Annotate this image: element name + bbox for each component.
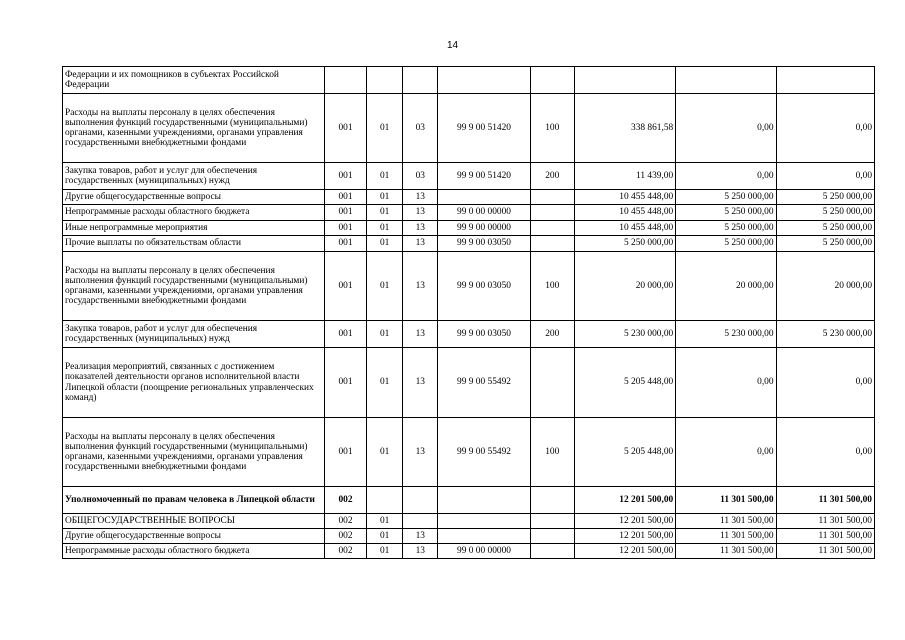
- row-name: Расходы на выплаты персоналу в целях обеспечения выполнения функций государственными (муниципальными) органами, казенными учреждениями, органами управления государственными внебюджетными фондами: [63, 94, 325, 163]
- table-row: [63, 529, 875, 544]
- row-subsection: 13: [403, 418, 438, 487]
- row-sum-3: 11 301 500,00: [776, 487, 874, 514]
- budget-table: [62, 66, 875, 559]
- table-row: [63, 236, 875, 252]
- page-number: 14: [446, 40, 459, 51]
- row-sum-1: 10 455 448,00: [574, 205, 675, 221]
- row-target-article: [438, 67, 530, 94]
- table-row: [63, 418, 875, 487]
- row-section: 01: [367, 529, 403, 544]
- row-section: 01: [367, 190, 403, 205]
- row-subsection: [403, 487, 438, 514]
- row-sum-2: 0,00: [676, 163, 776, 190]
- row-sum-1: 5 230 000,00: [574, 321, 675, 348]
- row-sum-1: 11 439,00: [574, 163, 675, 190]
- row-admin-code: 001: [324, 163, 366, 190]
- row-sum-1: 20 000,00: [574, 252, 675, 321]
- row-admin-code: 002: [324, 487, 366, 514]
- table-body: [63, 67, 875, 559]
- row-subsection: [403, 514, 438, 529]
- row-sum-3: 11 301 500,00: [776, 544, 874, 559]
- row-target-article: [438, 514, 530, 529]
- row-subsection: 13: [403, 252, 438, 321]
- row-admin-code: 002: [324, 514, 366, 529]
- row-sum-1: 12 201 500,00: [574, 544, 675, 559]
- row-sum-3: 11 301 500,00: [776, 529, 874, 544]
- row-sum-3: [776, 67, 874, 94]
- row-target-article: 99 9 00 00000: [438, 221, 530, 236]
- row-section: [367, 67, 403, 94]
- row-target-article: [438, 487, 530, 514]
- row-name: Закупка товаров, работ и услуг для обеспечения государственных (муниципальных) нужд: [63, 321, 325, 348]
- row-sum-1: [574, 67, 675, 94]
- row-name: Непрограммные расходы областного бюджета: [63, 544, 325, 559]
- row-admin-code: 001: [324, 190, 366, 205]
- row-admin-code: 001: [324, 94, 366, 163]
- row-expense-type: [530, 348, 574, 418]
- row-sum-3: 5 230 000,00: [776, 321, 874, 348]
- row-admin-code: 001: [324, 418, 366, 487]
- row-section: 01: [367, 205, 403, 221]
- row-target-article: 99 9 00 03050: [438, 321, 530, 348]
- row-target-article: 99 0 00 00000: [438, 205, 530, 221]
- row-name: Закупка товаров, работ и услуг для обеспечения государственных (муниципальных) нужд: [63, 163, 325, 190]
- row-name: Расходы на выплаты персоналу в целях обеспечения выполнения функций государственными (муниципальными) органами, казенными учреждениями, органами управления государственными внебюджетными фондами: [63, 252, 325, 321]
- row-sum-2: 11 301 500,00: [676, 487, 776, 514]
- row-subsection: 13: [403, 544, 438, 559]
- row-subsection: 13: [403, 236, 438, 252]
- row-section: 01: [367, 252, 403, 321]
- row-sum-3: 11 301 500,00: [776, 514, 874, 529]
- row-sum-1: 338 861,58: [574, 94, 675, 163]
- row-name: Реализация мероприятий, связанных с достижением показателей деятельности органов исполнительной власти Липецкой области (поощрение региональных управленческих команд): [63, 348, 325, 418]
- row-section: 01: [367, 544, 403, 559]
- row-sum-3: 0,00: [776, 348, 874, 418]
- row-sum-2: 5 250 000,00: [676, 205, 776, 221]
- row-target-article: 99 9 00 55492: [438, 348, 530, 418]
- row-section: 01: [367, 321, 403, 348]
- row-sum-3: 0,00: [776, 94, 874, 163]
- row-admin-code: 002: [324, 544, 366, 559]
- row-name: Расходы на выплаты персоналу в целях обеспечения выполнения функций государственными (муниципальными) органами, казенными учреждениями, органами управления государственными внебюджетными фондами: [63, 418, 325, 487]
- row-sum-3: 5 250 000,00: [776, 190, 874, 205]
- table-row: [63, 348, 875, 418]
- row-expense-type: [530, 205, 574, 221]
- row-sum-1: 10 455 448,00: [574, 190, 675, 205]
- row-sum-3: 5 250 000,00: [776, 236, 874, 252]
- row-expense-type: [530, 529, 574, 544]
- row-sum-3: 5 250 000,00: [776, 205, 874, 221]
- row-expense-type: [530, 544, 574, 559]
- row-sum-2: 5 230 000,00: [676, 321, 776, 348]
- row-subsection: 03: [403, 94, 438, 163]
- row-name: ОБЩЕГОСУДАРСТВЕННЫЕ ВОПРОСЫ: [63, 514, 325, 529]
- table-row: [63, 544, 875, 559]
- row-subsection: 03: [403, 163, 438, 190]
- row-sum-2: 5 250 000,00: [676, 190, 776, 205]
- row-admin-code: 001: [324, 221, 366, 236]
- row-sum-1: 12 201 500,00: [574, 487, 675, 514]
- table-row: [63, 487, 875, 514]
- row-name: Федерации и их помощников в субъектах Российской Федерации: [63, 67, 325, 94]
- table-row: [63, 67, 875, 94]
- row-section: 01: [367, 94, 403, 163]
- row-admin-code: 001: [324, 321, 366, 348]
- row-name: Прочие выплаты по обязательствам области: [63, 236, 325, 252]
- row-sum-2: 0,00: [676, 348, 776, 418]
- row-expense-type: 100: [530, 94, 574, 163]
- row-expense-type: 200: [530, 321, 574, 348]
- row-name: Непрограммные расходы областного бюджета: [63, 205, 325, 221]
- row-admin-code: 001: [324, 236, 366, 252]
- row-expense-type: 100: [530, 252, 574, 321]
- row-expense-type: [530, 221, 574, 236]
- table-row: [63, 252, 875, 321]
- row-subsection: 13: [403, 321, 438, 348]
- row-target-article: 99 9 00 03050: [438, 236, 530, 252]
- row-expense-type: [530, 487, 574, 514]
- row-sum-2: 5 250 000,00: [676, 236, 776, 252]
- row-sum-2: 0,00: [676, 94, 776, 163]
- row-section: 01: [367, 163, 403, 190]
- row-section: 01: [367, 348, 403, 418]
- row-expense-type: [530, 190, 574, 205]
- row-sum-1: 12 201 500,00: [574, 514, 675, 529]
- row-admin-code: 001: [324, 205, 366, 221]
- row-subsection: 13: [403, 205, 438, 221]
- row-sum-2: [676, 67, 776, 94]
- row-expense-type: 100: [530, 418, 574, 487]
- row-sum-1: 5 205 448,00: [574, 348, 675, 418]
- table-row: [63, 163, 875, 190]
- row-sum-3: 20 000,00: [776, 252, 874, 321]
- row-subsection: 13: [403, 529, 438, 544]
- row-expense-type: [530, 236, 574, 252]
- row-sum-2: 11 301 500,00: [676, 529, 776, 544]
- table-row: [63, 321, 875, 348]
- row-sum-2: 11 301 500,00: [676, 544, 776, 559]
- row-target-article: 99 9 00 51420: [438, 163, 530, 190]
- row-admin-code: 001: [324, 252, 366, 321]
- row-admin-code: 002: [324, 529, 366, 544]
- row-subsection: [403, 67, 438, 94]
- row-expense-type: [530, 514, 574, 529]
- row-sum-2: 11 301 500,00: [676, 514, 776, 529]
- row-expense-type: 200: [530, 163, 574, 190]
- row-subsection: 13: [403, 348, 438, 418]
- row-name: Другие общегосударственные вопросы: [63, 190, 325, 205]
- row-name: Уполномоченный по правам человека в Липецкой области: [63, 487, 325, 514]
- row-name: Другие общегосударственные вопросы: [63, 529, 325, 544]
- row-target-article: [438, 190, 530, 205]
- row-sum-3: 0,00: [776, 418, 874, 487]
- row-name: Иные непрограммные мероприятия: [63, 221, 325, 236]
- row-subsection: 13: [403, 190, 438, 205]
- row-section: 01: [367, 514, 403, 529]
- row-target-article: 99 9 00 55492: [438, 418, 530, 487]
- row-target-article: 99 9 00 03050: [438, 252, 530, 321]
- row-admin-code: 001: [324, 348, 366, 418]
- row-sum-2: 20 000,00: [676, 252, 776, 321]
- row-sum-1: 12 201 500,00: [574, 529, 675, 544]
- table-row: [63, 221, 875, 236]
- row-section: [367, 487, 403, 514]
- table-row: [63, 205, 875, 221]
- row-target-article: 99 9 00 51420: [438, 94, 530, 163]
- row-section: 01: [367, 221, 403, 236]
- row-sum-1: 5 205 448,00: [574, 418, 675, 487]
- row-sum-1: 10 455 448,00: [574, 221, 675, 236]
- row-sum-2: 5 250 000,00: [676, 221, 776, 236]
- table-row: [63, 190, 875, 205]
- row-target-article: 99 0 00 00000: [438, 544, 530, 559]
- row-sum-3: 0,00: [776, 163, 874, 190]
- row-sum-3: 5 250 000,00: [776, 221, 874, 236]
- row-sum-2: 0,00: [676, 418, 776, 487]
- row-admin-code: [324, 67, 366, 94]
- table-row: [63, 94, 875, 163]
- row-target-article: [438, 529, 530, 544]
- row-section: 01: [367, 236, 403, 252]
- row-sum-1: 5 250 000,00: [574, 236, 675, 252]
- row-subsection: 13: [403, 221, 438, 236]
- table-row: [63, 514, 875, 529]
- row-section: 01: [367, 418, 403, 487]
- row-expense-type: [530, 67, 574, 94]
